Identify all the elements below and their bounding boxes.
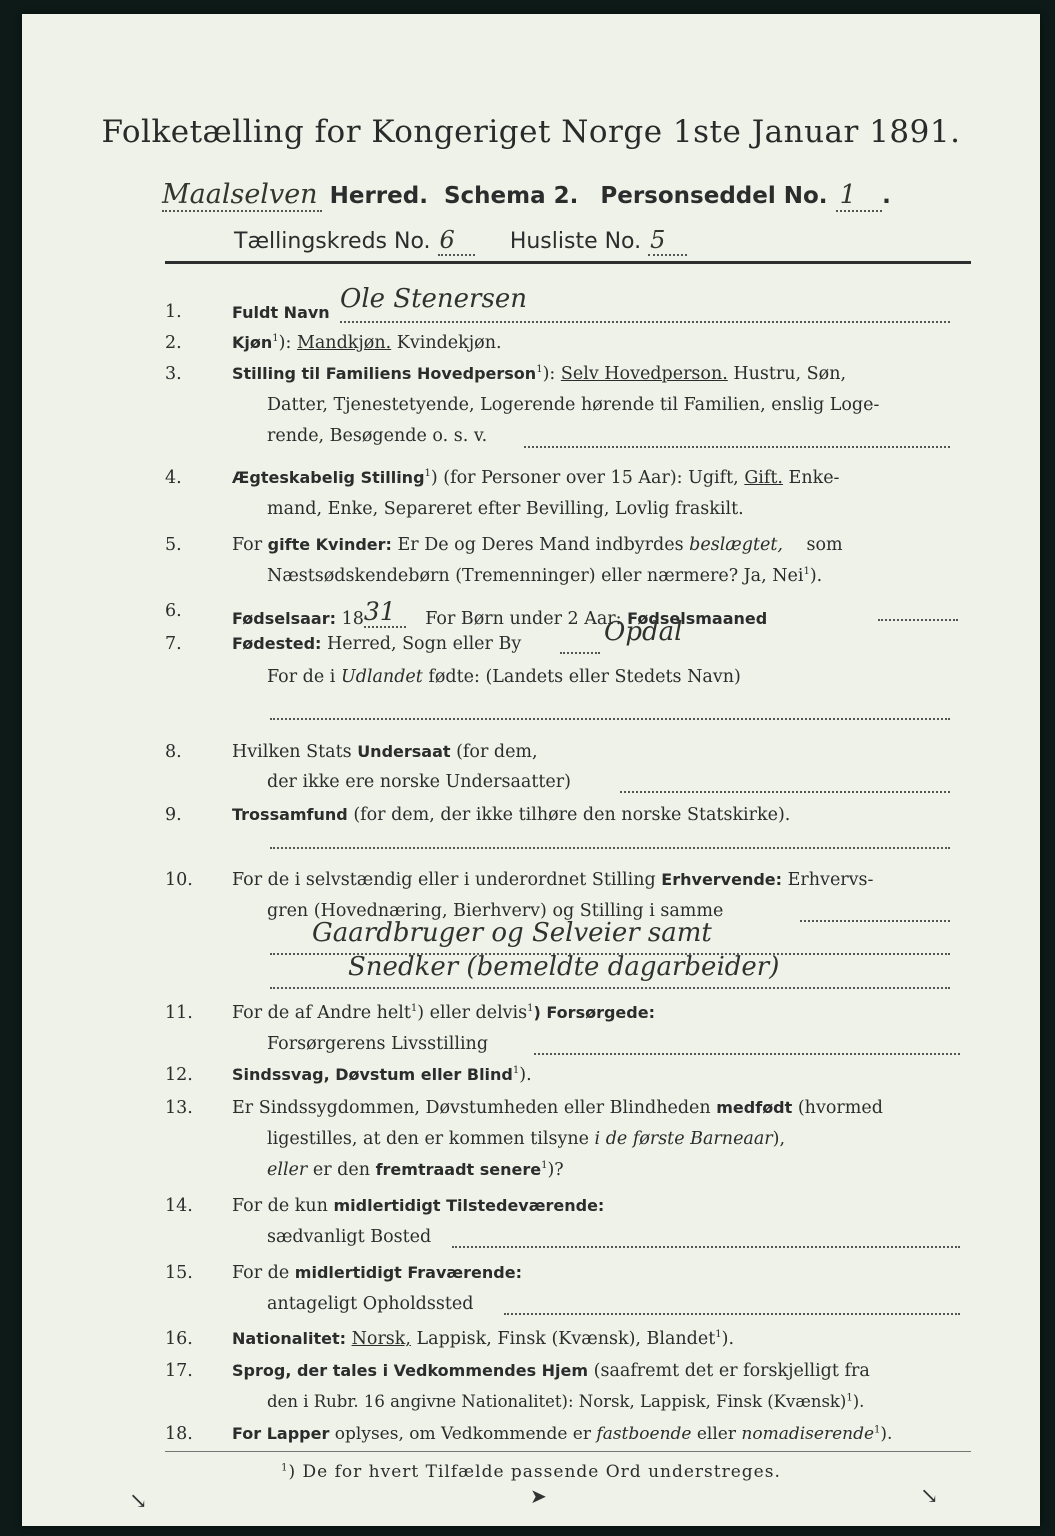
herred-value: Maalselven xyxy=(162,179,322,212)
field-10-row: For de i selvstændig eller i underordnet Stilling Erhvervende: Erhvervs- xyxy=(232,870,874,890)
field-4-line-2: mand, Enke, Separeret efter Bevilling, Lovlig fraskilt. xyxy=(267,499,744,519)
field-11-row: For de af Andre helt$^1$) eller delvis$^1$) Forsørgede: xyxy=(232,1003,655,1023)
field-1-dotline xyxy=(340,321,950,323)
field-17-number: 17. xyxy=(165,1361,193,1381)
field-2-label: Kjøn xyxy=(232,333,273,352)
field-8-dotline xyxy=(620,791,950,793)
field-16-number: 16. xyxy=(165,1329,193,1349)
field-3-number: 3. xyxy=(165,364,182,384)
field-7-dotline-2 xyxy=(270,718,950,720)
field-13-line-3: eller er den fremtraadt senere$^1$)? xyxy=(267,1160,564,1180)
husliste-label: Husliste No. xyxy=(509,229,642,254)
field-8-number: 8. xyxy=(165,742,182,762)
field-7-number: 7. xyxy=(165,634,182,654)
field-2-option-mandkjon: Mandkjøn. xyxy=(296,333,392,353)
herred-line: Maalselven Herred. Schema 2. Personseddel No. 1 . xyxy=(162,179,891,210)
field-17-row: Sprog, der tales i Vedkommendes Hjem (saafremt det er forskjelligt fra xyxy=(232,1361,870,1381)
field-3-line-3: rende, Besøgende o. s. v. xyxy=(267,426,488,446)
field-2-number: 2. xyxy=(165,333,182,353)
field-1-number: 1. xyxy=(165,302,182,322)
field-13-number: 13. xyxy=(165,1098,193,1118)
field-10-value-2: Snedker (bemeldte dagarbeider) xyxy=(348,952,780,982)
field-6-label: Fødselsaar: xyxy=(232,609,336,628)
field-8-row: Hvilken Stats Undersaat (for dem, xyxy=(232,742,538,762)
field-3-label: Stilling til Familiens Hovedperson xyxy=(232,364,537,383)
field-9-number: 9. xyxy=(165,805,182,825)
field-18-row: For Lapper oplyses, om Vedkommende er fastboende eller nomadiserende$^1$). xyxy=(232,1424,893,1444)
field-3-row: Stilling til Familiens Hovedperson$^1$): Selv Hovedperson. Hustru, Søn, xyxy=(232,364,847,384)
field-7-value: Opdal xyxy=(604,617,683,647)
schema-label: Schema 2. xyxy=(443,183,579,209)
field-12-number: 12. xyxy=(165,1065,193,1085)
field-10-dotline-3 xyxy=(270,987,950,989)
field-7-line-2: For de i Udlandet fødte: (Landets eller Stedets Navn) xyxy=(267,667,741,687)
husliste-value: 5 xyxy=(648,226,687,256)
footnote: $^1$) De for hvert Tilfælde passende Ord understreges. xyxy=(281,1462,781,1482)
field-9-row: Trossamfund (for dem, der ikke tilhøre den norske Statskirke). xyxy=(232,805,791,825)
field-15-dotline xyxy=(504,1313,960,1315)
field-15-row: For de midlertidigt Fraværende: xyxy=(232,1263,522,1283)
field-3-option-selected: Selv Hovedperson. xyxy=(560,364,728,384)
field-18-number: 18. xyxy=(165,1424,193,1444)
field-3-line-2: Datter, Tjenestetyende, Logerende hørende til Familien, enslig Loge- xyxy=(267,395,880,415)
personseddel-label: Personseddel No. xyxy=(600,183,828,209)
field-4-option-selected: Gift. xyxy=(744,468,783,488)
herred-label: Herred. xyxy=(329,183,428,209)
field-3-dotline xyxy=(524,446,950,448)
field-10-value-1: Gaardbruger og Selveier samt xyxy=(312,918,712,948)
corner-mark-center: ➤ xyxy=(530,1484,547,1508)
field-11-line-2: Forsørgerens Livsstilling xyxy=(267,1034,489,1054)
field-14-number: 14. xyxy=(165,1196,193,1216)
field-7-label: Fødested: xyxy=(232,634,322,653)
field-1-value: Ole Stenersen xyxy=(340,284,527,314)
taellingskreds-value: 6 xyxy=(438,226,475,256)
field-1-label: Fuldt Navn xyxy=(232,303,330,322)
field-6-number: 6. xyxy=(165,601,182,621)
taellingskreds-label: Tællingskreds No. xyxy=(234,229,431,254)
field-13-row: Er Sindssygdommen, Døvstumheden eller Blindheden medfødt (hvormed xyxy=(232,1098,883,1118)
field-5-number: 5. xyxy=(165,535,182,555)
field-6-row: Fødselsaar: 1831 For Børn under 2 Aar: Fødselsmaaned xyxy=(232,597,768,629)
field-4-label: Ægteskabelig Stilling xyxy=(232,468,425,487)
field-6-dotline xyxy=(878,619,958,621)
field-16-row: Nationalitet: Norsk, Lappisk, Finsk (Kvænsk), Blandet$^1$). xyxy=(232,1329,735,1349)
field-11-dotline xyxy=(534,1053,960,1055)
field-2-option-kvindekjon: Kvindekjøn. xyxy=(396,333,502,353)
form-title: Folketælling for Kongeriget Norge 1ste Januar 1891. xyxy=(101,114,961,150)
field-2-row: Kjøn$^1$): Mandkjøn. Kvindekjøn. xyxy=(232,333,502,353)
field-14-dotline xyxy=(452,1246,960,1248)
field-4-number: 4. xyxy=(165,468,182,488)
field-6-value: 31 xyxy=(364,597,406,628)
taellingskreds-line xyxy=(234,226,687,254)
field-10-number: 10. xyxy=(165,870,193,890)
personseddel-value: 1 xyxy=(836,180,883,212)
field-11-number: 11. xyxy=(165,1003,193,1023)
corner-mark-right: ↘ xyxy=(920,1484,939,1509)
field-10-dotline-1 xyxy=(800,920,950,922)
field-10-line-2: gren (Hovednæring, Bierhverv) og Stilling i samme xyxy=(267,901,724,921)
field-9-dotline xyxy=(270,847,950,849)
field-5-row: For gifte Kvinder: Er De og Deres Mand indbyrdes beslægtet, som xyxy=(232,535,843,555)
field-16-option-selected: Norsk, xyxy=(351,1329,411,1349)
census-form-page xyxy=(22,14,1040,1526)
corner-mark-left: ↘ xyxy=(129,1489,148,1514)
field-15-number: 15. xyxy=(165,1263,193,1283)
header-rule xyxy=(165,261,971,264)
field-7-row: Fødested: Herred, Sogn eller By xyxy=(232,634,522,654)
field-15-line-2: antageligt Opholdssted xyxy=(267,1294,474,1314)
field-4-row: Ægteskabelig Stilling$^1$) (for Personer over 15 Aar): Ugift, Gift. Enke- xyxy=(232,468,840,488)
field-7-dotline xyxy=(560,652,600,654)
field-13-line-2: ligestilles, at den er kommen tilsyne i de første Barneaar), xyxy=(267,1129,786,1149)
field-12-row: Sindssvag, Døvstum eller Blind$^1$). xyxy=(232,1065,532,1085)
field-17-line-2: den i Rubr. 16 angivne Nationalitet): Norsk, Lappisk, Finsk (Kvænsk)$^1$). xyxy=(267,1392,865,1411)
field-14-line-2: sædvanligt Bosted xyxy=(267,1227,432,1247)
field-14-row: For de kun midlertidigt Tilstedeværende: xyxy=(232,1196,605,1216)
field-5-line-2: Næstsødskendebørn (Tremenninger) eller nærmere? Ja, Nei$^1$). xyxy=(267,566,823,586)
footer-rule xyxy=(165,1451,971,1452)
field-8-line-2: der ikke ere norske Undersaatter) xyxy=(267,772,571,792)
